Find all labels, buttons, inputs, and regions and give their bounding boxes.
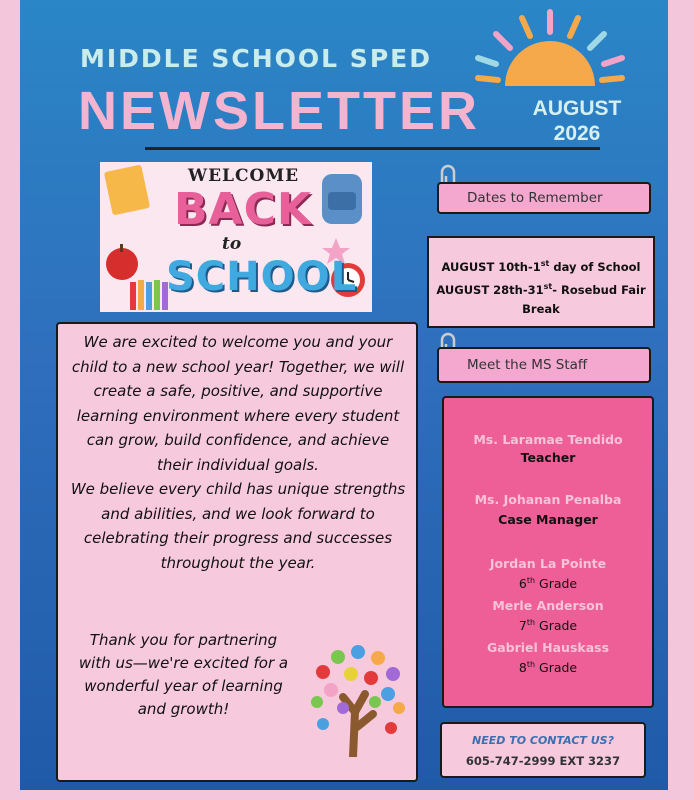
letter-paragraph-1: We are excited to welcome you and your child to a new school year! Together, we will create a safe, positive, and supportive learning environment where every student can grow, build confidence, and achieve their individual goals.	[71, 333, 405, 474]
dates-heading: Dates to Remember	[467, 190, 603, 206]
header-divider	[145, 147, 600, 150]
issue-month: AUGUST	[532, 97, 622, 120]
grade-number: 6	[518, 576, 527, 592]
welcome-line-2: BACK	[174, 184, 312, 235]
welcome-back-image	[100, 162, 372, 312]
staff-grade	[444, 576, 652, 591]
handprint-tree-icon	[303, 642, 413, 757]
staff-name: Ms. Johanan Penalba	[474, 492, 622, 507]
grade-sup: th	[526, 618, 536, 627]
newsletter-page	[20, 0, 668, 790]
staff-role: Case Manager	[498, 512, 598, 527]
staff-grade	[444, 618, 652, 633]
grade-word: Grade	[535, 660, 578, 676]
grade-sup: th	[526, 576, 536, 585]
welcome-letter	[56, 322, 418, 782]
contact-phone[interactable]: 605-747-2999 EXT 3237	[465, 754, 621, 768]
issue-date	[532, 96, 622, 146]
date-item	[429, 277, 653, 319]
staff-role: Teacher	[520, 450, 576, 465]
contact-title: NEED TO CONTACT US?	[472, 734, 614, 747]
date-item-sup: st	[543, 281, 553, 291]
dates-to-remember-tag	[437, 182, 651, 214]
grade-number: 7	[518, 618, 527, 634]
grade-sup: th	[526, 660, 536, 669]
dates-list	[427, 236, 655, 328]
staff-name: Ms. Laramae Tendido	[473, 432, 623, 447]
staff-name: Gabriel Hauskass	[486, 640, 610, 655]
date-item	[429, 254, 653, 277]
letter-thanks: Thank you for partnering with us—we're excited for a wonderful year of learning and growth!	[78, 631, 289, 718]
staff-list	[442, 396, 654, 708]
meet-staff-tag	[437, 347, 651, 383]
date-item-sup: st	[540, 259, 550, 268]
date-item-text: - Rosebud Fair Break	[522, 282, 646, 316]
newsletter-title: NEWSLETTER	[78, 81, 480, 141]
welcome-line-4: SCHOOL	[166, 254, 358, 300]
welcome-line-3: to	[222, 234, 242, 254]
staff-heading: Meet the MS Staff	[467, 357, 588, 373]
welcome-line-1: WELCOME	[188, 166, 300, 186]
grade-number: 8	[518, 660, 527, 676]
staff-name: Jordan La Pointe	[489, 556, 607, 571]
date-item-text: AUGUST 10th-1	[441, 259, 541, 274]
staff-name: Merle Anderson	[492, 598, 604, 613]
date-item-text: AUGUST 28th-31	[436, 282, 544, 297]
issue-year: 2026	[553, 122, 601, 145]
contact-box	[440, 722, 646, 778]
letter-paragraph-2: We believe every child has unique strengths and abilities, and we look forward to celebrating their progress and successes throughout the year.	[70, 480, 406, 572]
sun-icon	[450, 6, 650, 96]
letter-body	[68, 330, 408, 575]
date-item-text: day of School	[549, 259, 641, 274]
newsletter-kicker: MIDDLE SCHOOL SPED	[80, 44, 432, 73]
grade-word: Grade	[535, 576, 578, 592]
grade-word: Grade	[535, 618, 578, 634]
staff-grade	[444, 660, 652, 675]
